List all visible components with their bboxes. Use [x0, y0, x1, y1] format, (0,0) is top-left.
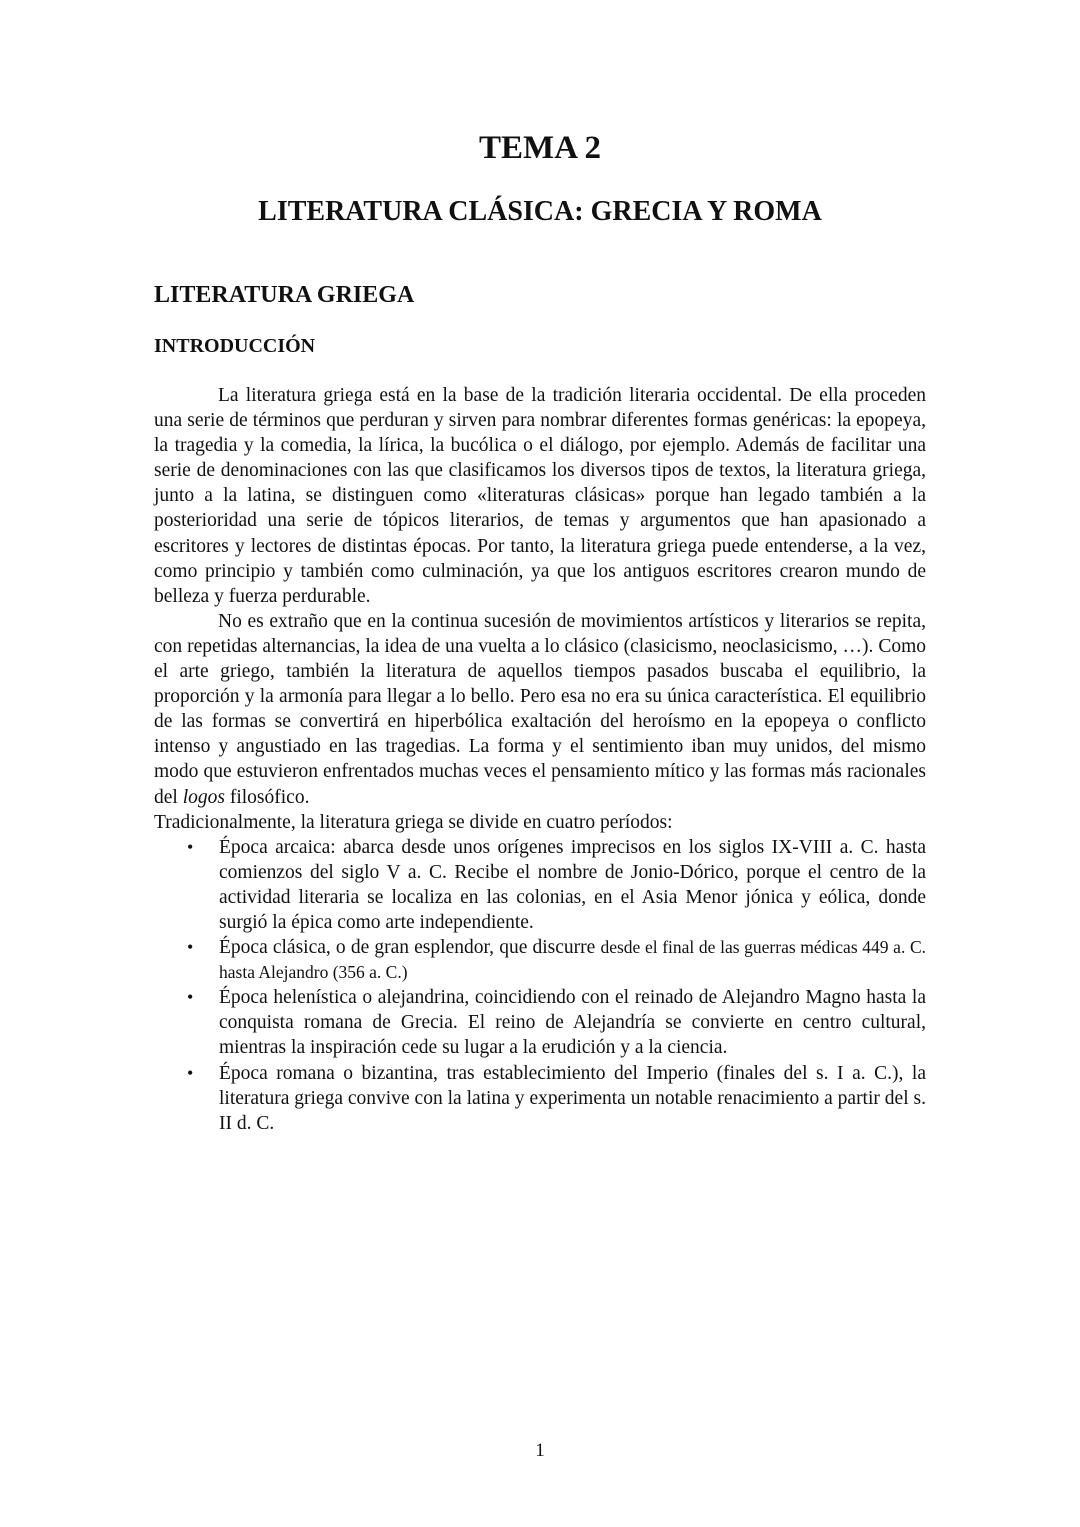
- page-subtitle: LITERATURA CLÁSICA: GRECIA Y ROMA: [258, 196, 822, 227]
- list-item: [154, 835, 926, 935]
- paragraph-classicism-end: filosófico.: [224, 786, 310, 808]
- paragraph-periods-intro: Tradicionalmente, la literatura griega se divide en cuatro períodos:: [154, 811, 673, 833]
- page-number: 1: [535, 1440, 545, 1461]
- section-heading: LITERATURA GRIEGA: [154, 282, 415, 308]
- bullet-icon: •: [187, 1062, 194, 1083]
- list-item: [154, 985, 926, 1060]
- paragraph-classicism-text: No es extraño que en la continua sucesión de movimientos artísticos y literarios se repita, con repetidas alternancias, la idea de una vuelta a lo clásico (clasicismo, neoclasicismo, …). Como el arte griego, también la literatura de aquellos tiempos pasados buscaba el equilibrio, la proporción y la armonía para llegar a lo bello. Pero esa no era su única característica. El equilibrio de las formas se convertirá en hiperbólica exaltación del heroísmo en la epopeya o conflicto intenso y angustiado en las tragedias. La forma y el sentimiento iban muy unidos, del mismo modo que estuvieron enfrentados muchas veces el pensamiento mítico y las formas más racionales del: [154, 610, 926, 808]
- period-clasica: Época clásica, o de gran esplendor, que discurre: [219, 937, 601, 959]
- body-text: [154, 383, 926, 1136]
- bullet-icon: •: [187, 836, 194, 857]
- periods-list: [154, 835, 926, 1136]
- subsection-heading: INTRODUCCIÓN: [154, 335, 316, 357]
- page-title: TEMA 2: [479, 130, 601, 166]
- bullet-icon: •: [187, 937, 194, 958]
- period-romana: Época romana o bizantina, tras establecimiento del Imperio (finales del s. I a. C.), la literatura griega convive con la latina y experimenta un notable renacimiento a partir del s. II d. C.: [219, 1062, 926, 1134]
- period-clasica-detail: desde el final de las guerras médicas 449 a. C. hasta Alejandro (356 a. C.): [219, 937, 927, 983]
- logos-term: logos: [182, 786, 225, 808]
- paragraph-intro: La literatura griega está en la base de la tradición literaria occidental. De ella proceden una serie de términos que perduran y sirven para nombrar diferentes formas genéricas: la epopeya, la tragedia y la comedia, la lírica, la bucólica o el diálogo, por ejemplo. Además de facilitar una serie de denominaciones con las que clasificamos los diversos tipos de textos, la literatura griega, junto a la latina, se distinguen como «literaturas clásicas» porque han legado también a la posterioridad una serie de tópicos literarios, de temas y argumentos que han apasionado a escritores y lectores de distintas épocas. Por tanto, la literatura griega puede entenderse, a la vez, como principio y también como culminación, ya que los antiguos escritores crearon mundo de belleza y fuerza perdurable.: [154, 385, 926, 607]
- period-helenistica: Época helenística o alejandrina, coincidiendo con el reinado de Alejandro Magno hasta la conquista romana de Grecia. El reino de Alejandría se convierte en centro cultural, mientras la inspiración cede su lugar a la erudición y a la ciencia.: [219, 987, 926, 1059]
- list-item: [154, 1061, 926, 1136]
- list-item: [154, 935, 926, 985]
- paragraph-classicism: [154, 609, 926, 810]
- period-arcaica: Época arcaica: abarca desde unos orígenes imprecisos en los siglos IX-VIII a. C. hasta comienzos del siglo V a. C. Recibe el nombre de Jonio-Dórico, porque el centro de la actividad literaria se localiza en las colonias, en el Asia Menor jónica y eólica, donde surgió la épica como arte independiente.: [219, 836, 926, 933]
- bullet-icon: •: [187, 987, 194, 1008]
